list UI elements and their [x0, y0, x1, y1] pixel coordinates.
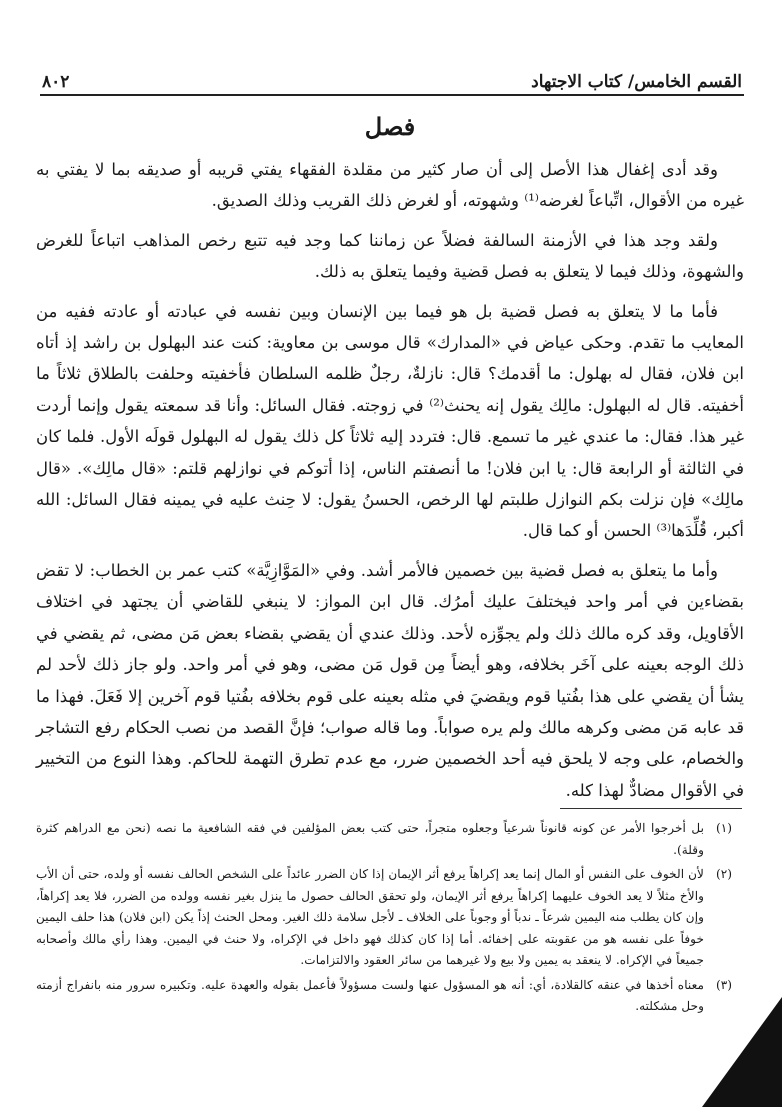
footnote-number: (٣): [715, 977, 733, 992]
paragraph: وأما ما يتعلق به فصل قضية بين خصمين فالأمر أشد. وفي «المَوَّازِيَّة» كتب عمر بن الخطاب: لا تقض بقضاءين في أمر واحد فيختلفَ عليك أمرُك. قال ابن المواز: لا ينبغي للقاضي أن يجتهد في اختلاف الأقاويل، وقد كره مالك ذلك ولم يجوِّزه لأحد. وذلك عندي أن يقضي بقضاء بعض مَن مضى، ثم يقضي في ذلك الوجه بعينه على آخَر بخلافه، وهو أيضاً مِن قول مَن مضى، وهو في أمر واحد. ولو جاز ذلك لأحد لم يشأ أن يقضي على هذا بفُتيا قوم ويقضيَ في مثله بعينه على قوم بخلافه بفُتيا قوم آخرين إلا فَعَلَ. فهذا ما قد عابه مَن مضى وكرهه مالك ولم يره صواباً. وما قاله صواب؛ فإنَّ القصد من نصب الحكام رفع التشاجر والخصام، على وجه لا يلحق فيه أحد الخصمين ضرر، مع عدم تطرق التهمة للحاكم. وهذا النوع من التخيير في الأقوال مضادٌّ لهذا كله.: [36, 560, 744, 800]
page-corner-shadow: [702, 997, 782, 1107]
footnote: [36, 818, 744, 861]
footnote-text: بل أخرجوا الأمر عن كونه قانوناً شرعياً وجعلوه متجراً، حتى كتب بعض المؤلفين في فقه الشافعية ما نصه (نحن مع الدراهم كثرة وقلة).: [36, 821, 704, 857]
header-rule: [40, 94, 744, 96]
footnote-text: لأن الخوف على النفس أو المال إنما يعد إكراهاً يرفع أثر الإيمان إذا كان الضرر عائداً على الشخص الحالف نفسه أو ولده، حتى أن الأب والأخ مثلاً لا يعد الخوف عليهما إكراهاً يرفع أثر الإيمان، ولو تحقق الحالف حصول ما ينزل بغير نفسه وولده من الضرر، فلا يعد إكراهاً، وإن كان يطلب منه اليمين شرعاً ـ ندباً أو وجوباً على الخلاف ـ لأجل سلامة ذلك الغير. ومحل الحنث إذاً يكن (ابن فلان) هذا حلف اليمين خوفاً على نفسه هو من عقوبته على إخفائه. أما إذا كان كذلك فهو داخل في الإكراه، ولا حنث في اليمين. وهذا رأي مالك وأصحابه جميعاً في الإكراه. لا ينعقد به يمين ولا بيع ولا غيرهما من سائر العقود والالتزامات.: [36, 867, 704, 967]
footnote-number: (٢): [715, 867, 733, 881]
page-number: ٨٠٢: [42, 72, 70, 92]
chapter-title: فصل: [364, 112, 416, 141]
main-text: [36, 112, 744, 814]
footnotes: [36, 818, 744, 1021]
footnote-number: (١): [715, 821, 733, 835]
paragraph: وقد أدى إغفال هذا الأصل إلى أن صار كثير من مقلدة الفقهاء يفتي قريبه أو صديقه بما لا يفتي به غيره من الأقوال، اتِّباعاً لغرضه⁽¹⁾ وشهوته، أو لغرض ذلك القريب وذلك الصديق.: [36, 160, 744, 211]
paragraph: ولقد وجد هذا في الأزمنة السالفة فضلاً عن زماننا كما وجد فيه تتبع رخص المذاهب اتباعاً للغرض والشهوة، وذلك فيما لا يتعلق به فصل قضية وفيما يتعلق به ذلك.: [36, 230, 744, 282]
footnote: [36, 864, 744, 972]
section-title: القسم الخامس/ كتاب الاجتهاد: [531, 72, 742, 92]
paragraph: فأما ما لا يتعلق به فصل قضية بل هو فيما بين الإنسان وبين نفسه في عبادته أو عادته ففيه من المعايب ما تقدم. وحكى عياض في «المدارك» قال موسى بن معاوية: كنت عند البهلول بن راشد إذ أتاه ابن فلان، فقال له بهلول: ما أقدمك؟ قال: نازلةٌ، رجلٌ ظلمه السلطان فأخفيته وحلفت بالطلاق ثلاثاً ما أخفيته. قال له البهلول: مالِك يقول إنه يحنث⁽²⁾ في زوجته. فقال السائل: وأنا قد سمعته يقول وإنما أردت غير هذا. فقال: ما عندي غير ما تسمع. قال: فتردد إليه ثلاثاً كل ذلك يقول له البهلول قولَه الأول. فلما كان في الثالثة أو الرابعة قال: يا ابن فلان! ما أنصفتم الناس، إذا أتوكم في نوازلهم قلتم: «قال مالِك». «قال مالِك» فإن نزلت بكم النوازل طلبتم لها الرخص، الحسنُ يقول: لا حِنث عليه في يمينه فقال السائل: الله أكبر، قُلِّدَها⁽³⁾ الحسن أو كما قال.: [36, 301, 744, 541]
footnote: [36, 975, 744, 1018]
footnote-separator: [560, 808, 742, 809]
running-header: [42, 62, 742, 92]
footnote-text: معناه أخذها في عنقه كالقلادة، أي: أنه هو المسؤول عنها ولست مسؤولاً فأعمل بقوله والعهدة عليه. وتكبيره سرور منه بانفراج أزمته وحل مشكلته.: [36, 977, 704, 1013]
